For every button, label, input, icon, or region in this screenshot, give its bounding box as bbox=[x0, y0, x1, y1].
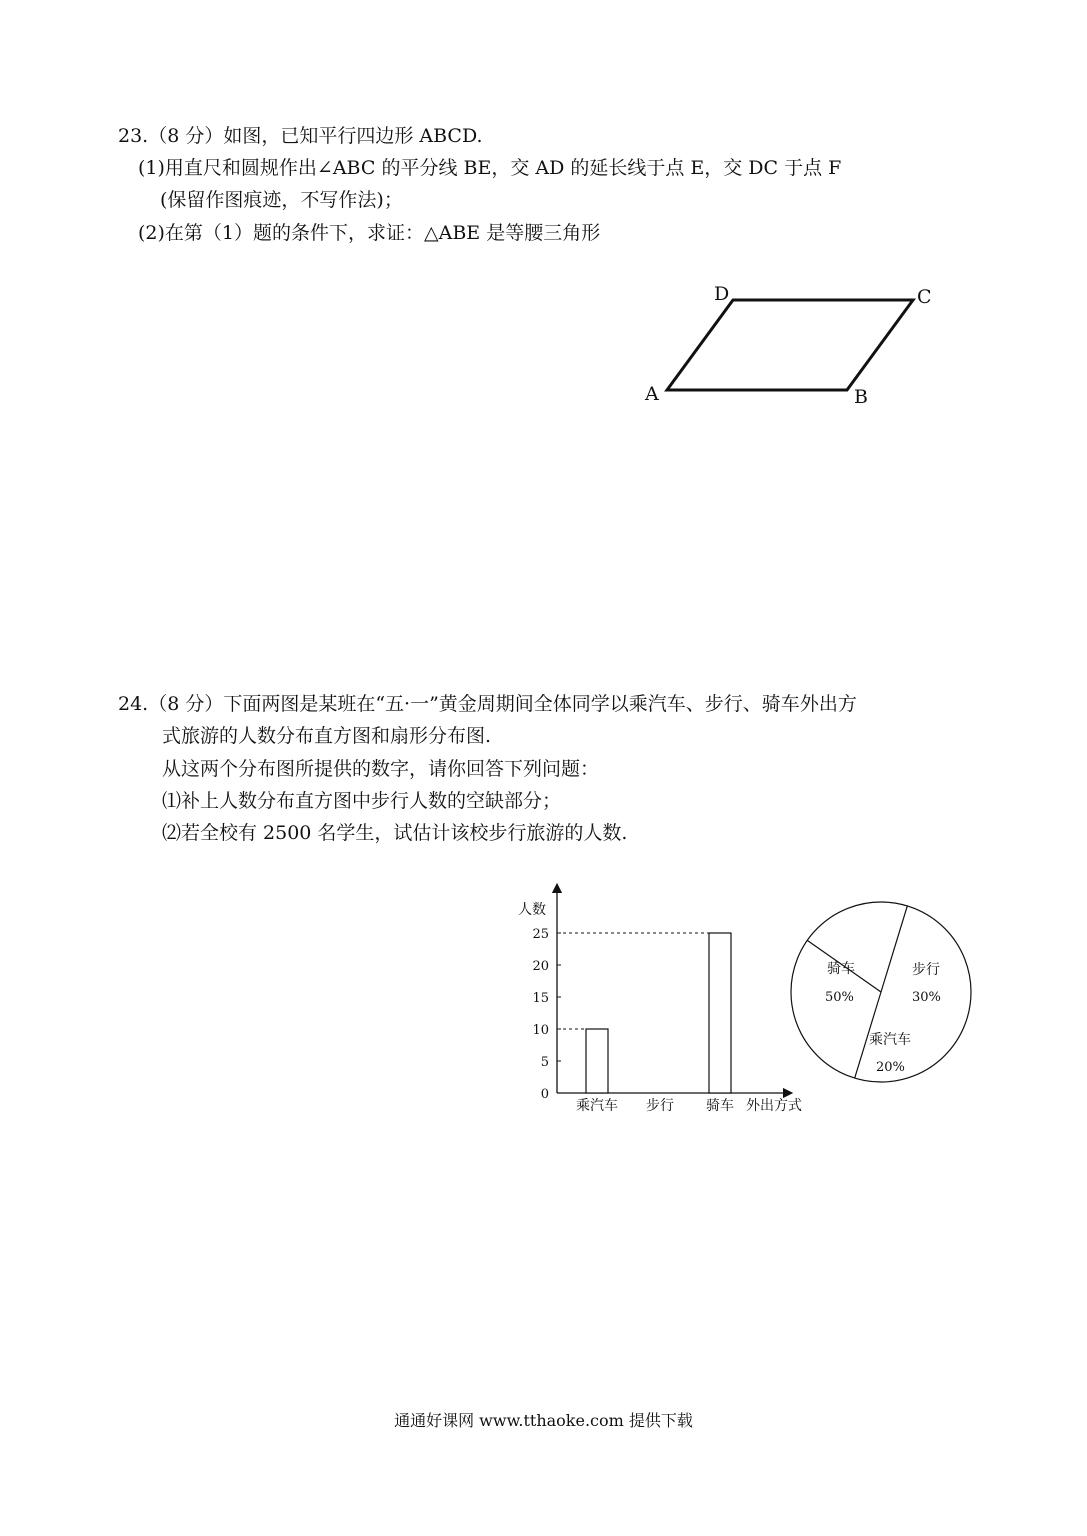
pie-label-bus: 乘汽车 bbox=[869, 1032, 911, 1048]
pie-pct-walk: 30% bbox=[912, 990, 941, 1005]
q24-part2: ⑵若全校有 2500 名学生，试估计该校步行旅游的人数. bbox=[162, 822, 628, 844]
pie-label-cycle: 骑车 bbox=[827, 961, 855, 977]
pie-label-walk: 步行 bbox=[912, 962, 940, 978]
histogram-chart bbox=[500, 880, 820, 1120]
y-axis-label: 人数 bbox=[518, 902, 546, 918]
q24-line3: 从这两个分布图所提供的数字，请你回答下列问题： bbox=[162, 758, 600, 780]
q24-line1: 24.（8 分）下面两图是某班在“五·一”黄金周期间全体同学以乘汽车、步行、骑车外出方 bbox=[118, 693, 857, 715]
q23-title: 23.（8 分）如图，已知平行四边形 ABCD. bbox=[118, 125, 483, 147]
x-axis-label: 外出方式 bbox=[746, 1098, 802, 1114]
pie-slice-boundary-0 bbox=[881, 906, 907, 992]
bar-2 bbox=[709, 933, 731, 1093]
q24-part1: ⑴补上人数分布直方图中步行人数的空缺部分； bbox=[162, 790, 562, 812]
vertex-label-b: B bbox=[854, 386, 868, 408]
y-tick-label: 20 bbox=[532, 959, 549, 974]
y-tick-label: 15 bbox=[532, 991, 549, 1006]
y-tick-label: 5 bbox=[540, 1055, 549, 1070]
y-tick-label: 10 bbox=[532, 1023, 549, 1038]
pie-slice-boundary-2 bbox=[807, 940, 881, 992]
q23-part1-note: (保留作图痕迹，不写作法)； bbox=[160, 189, 403, 211]
bar-0 bbox=[586, 1029, 608, 1093]
q23-part1: (1)用直尺和圆规作出∠ABC 的平分线 BE，交 AD 的延长线于点 E，交 DC 于点 F bbox=[138, 157, 842, 179]
category-label-0: 乘汽车 bbox=[576, 1098, 618, 1114]
q23-part2: (2)在第（1）题的条件下，求证：△ABE 是等腰三角形 bbox=[138, 222, 601, 244]
pie-pct-cycle: 50% bbox=[825, 990, 854, 1005]
pie-chart bbox=[785, 900, 985, 1090]
q24-line2: 式旅游的人数分布直方图和扇形分布图. bbox=[162, 725, 492, 747]
pie-pct-bus: 20% bbox=[876, 1060, 905, 1075]
vertex-label-a: A bbox=[645, 383, 659, 405]
page-footer: 通通好课网 www.tthaoke.com 提供下载 bbox=[394, 1411, 693, 1430]
y-tick-label: 25 bbox=[532, 927, 549, 942]
vertex-label-d: D bbox=[714, 283, 730, 305]
parallelogram-abcd bbox=[667, 300, 913, 390]
category-label-2: 骑车 bbox=[706, 1098, 734, 1114]
y-tick-label: 0 bbox=[540, 1087, 549, 1102]
vertex-label-c: C bbox=[917, 286, 932, 308]
category-label-1: 步行 bbox=[646, 1098, 674, 1114]
parallelogram-figure bbox=[630, 275, 950, 415]
